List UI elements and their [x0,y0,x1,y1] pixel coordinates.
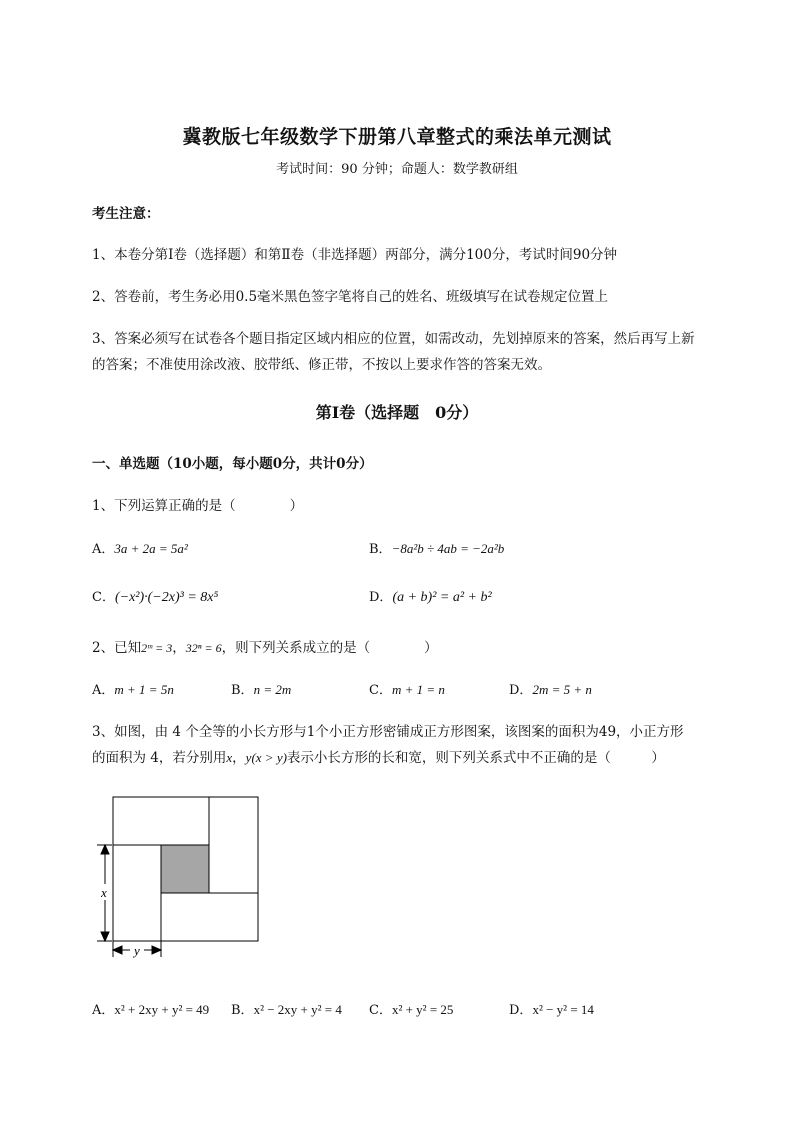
q3-option-a[interactable] [92,999,209,1018]
q3-stem-line-2-mid: ， [232,750,246,766]
q2-stem-pre: 2、已知 [92,640,142,656]
q3-stem-line-2-post: 表示小长方形的长和宽，则下列关系式中不正确的是（ ） [286,750,665,766]
q2-stem-post: ，则下列关系成立的是（ ） [221,640,438,656]
y-label: y [134,943,140,958]
notice-heading: 考生注意： [92,206,160,222]
section-title: 第Ⅰ卷（选择题 0分） [315,403,479,422]
q2-option-d-label: D． [509,683,533,698]
q1-option-d[interactable] [369,586,492,606]
q1-option-b-label: B． [369,542,392,557]
q2-option-c-label: C． [369,683,392,698]
q1-option-c[interactable] [92,586,218,606]
q2-option-a[interactable] [92,679,174,698]
q3-option-c-expr: x² + y² = 25 [391,1002,454,1017]
q1-option-b-expr: −8a²b ÷ 4ab = −2a²b [391,541,505,556]
q1-option-c-label: C． [92,590,115,605]
q3-option-b-label: B． [231,1003,254,1018]
q2-option-a-expr: m + 1 = 5n [114,682,174,697]
q3-var-x: x [226,750,233,765]
q3-option-b-expr: x² − 2xy + y² = 4 [253,1002,342,1017]
q3-stem-line-2 [92,746,665,766]
notice-item-2: 2、答卷前，考生务必用0.5毫米黑色签字笔将自己的姓名、班级填写在试卷规定位置上 [92,289,609,305]
q3-option-d-expr: x² − y² = 14 [532,1002,594,1017]
page-title: 冀教版七年级数学下册第八章整式的乘法单元测试 [182,126,612,148]
q2-option-b-expr: n = 2m [253,682,292,697]
q3-option-a-label: A． [92,1003,115,1018]
q1-option-a-expr: 3a + 2a = 5a² [114,541,188,556]
part-heading: 一、单选题（10小题，每小题0分，共计0分） [92,456,373,472]
x-label: x [101,885,107,900]
q3-option-d[interactable] [509,999,594,1018]
q3-stem-line-1: 3、如图，由 4 个全等的小长方形与1个小正方形密铺成正方形图案，该图案的面积为49，小正方形 [92,724,684,740]
q1-option-d-expr: (a + b)² = a² + b² [392,590,492,605]
notice-item-3: 3、答案必须写在试卷各个题目指定区域内相应的位置，如需改动，先划掉原来的答案，然后再写上新 [92,331,695,347]
q2-option-c-expr: m + 1 = n [391,682,445,697]
q3-var-y: y(x > y) [245,750,287,765]
q2-stem [92,636,438,656]
q1-option-a[interactable] [92,538,188,557]
q2-stem-sep: ， [172,640,186,656]
q1-option-a-label: A． [92,542,115,557]
q3-option-a-expr: x² + 2xy + y² = 49 [114,1002,210,1017]
q1-option-d-label: D． [369,590,393,605]
q3-option-b[interactable] [231,999,342,1018]
q2-option-b-label: B． [231,683,254,698]
q2-option-a-label: A． [92,683,115,698]
exam-info: 考试时间：90 分钟；命题人：数学教研组 [276,162,518,177]
q3-figure [90,790,270,965]
q2-option-b[interactable] [231,679,291,698]
q1-option-b[interactable] [369,538,504,557]
inner-small-square [161,845,209,893]
q3-stem-line-2-pre: 的面积为 4，若分别用 [92,750,227,766]
notice-item-3-cont: 的答案；不准使用涂改液、胶带纸、修正带，不按以上要求作答的答案无效。 [92,357,551,373]
q3-option-c-label: C． [369,1003,392,1018]
q2-condition-2: 32ⁿ = 6 [185,641,222,655]
q1-option-c-expr: (−x²)·(−2x)³ = 8x⁵ [114,590,219,605]
q1-stem: 1、下列运算正确的是（ ） [92,498,304,514]
q2-option-d[interactable] [509,679,592,698]
notice-item-1: 1、本卷分第Ⅰ卷（选择题）和第Ⅱ卷（非选择题）两部分，满分100分，考试时间90分钟 [92,247,618,263]
q3-option-d-label: D． [509,1003,533,1018]
q2-option-c[interactable] [369,679,445,698]
q3-option-c[interactable] [369,999,453,1018]
q2-condition-1: 2ᵐ = 3 [141,641,173,655]
q2-option-d-expr: 2m = 5 + n [532,682,592,697]
